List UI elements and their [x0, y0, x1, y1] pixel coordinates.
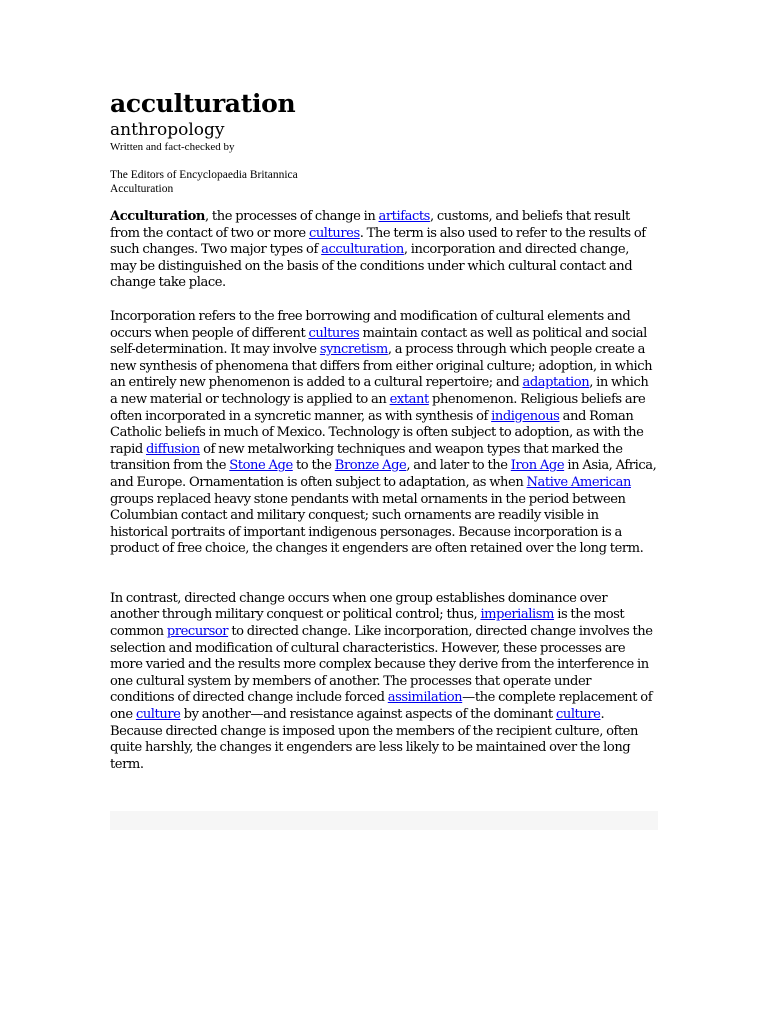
editors-credit: The Editors of Encyclopaedia Britannica [110, 169, 298, 181]
link-artifacts[interactable]: artifacts [378, 209, 430, 224]
text: to the [292, 458, 335, 474]
text: , a process through which people create a new synthesis of phenomena that differs from either original culture; adoption, in which an entirely new phenomenon is added to a cultural repertoire; and [110, 342, 653, 391]
lead-term: Acculturation [110, 209, 205, 224]
section-label: Acculturation [110, 183, 174, 195]
text: maintain contact as well as political and social self-determination. It may involve [110, 325, 647, 358]
link-iron-age[interactable]: Iron Age [510, 458, 565, 474]
text: , customs, and beliefs that result from the contact of two or more [110, 209, 630, 241]
link-culture[interactable]: culture [135, 707, 181, 723]
text: phenomenon. Religious beliefs are often incorporated in a syncretic manner, as with synthesis of [110, 391, 646, 424]
text: . Because directed change is imposed upon the members of the recipient culture, often quite harshly, the changes it engenders are less likely to be maintained over the long term. [110, 707, 639, 772]
text: of new metalworking techniques and weapon types that marked the transition from the [110, 441, 623, 474]
paragraph-incorporation [110, 309, 658, 558]
link-imperialism[interactable]: imperialism [480, 607, 554, 623]
paragraph-intro [110, 209, 658, 292]
text: to directed change. Like incorporation, directed change involves the selection and modification of cultural characteristics. However, these processes are more varied and the results more complex because they derive from the interference in one cultural system by members of another. The processes that operate under conditions of directed change include forced [110, 624, 653, 706]
page-subtitle: anthropology [110, 120, 225, 140]
link-adaptation[interactable]: adaptation [522, 375, 590, 391]
text: . The term is also used to refer to the results of such changes. Two major types of [110, 225, 646, 258]
link-syncretism[interactable]: syncretism [319, 342, 388, 358]
link-bronze-age[interactable]: Bronze Age [334, 458, 407, 474]
text: , in which a new material or technology is applied to an [110, 375, 649, 407]
text: —the complete replacement of one [110, 690, 653, 723]
link-assimilation[interactable]: assimilation [387, 690, 463, 706]
link-cultures[interactable]: cultures [308, 325, 360, 341]
article [110, 88, 658, 773]
page-title: acculturation [110, 89, 296, 118]
link-culture[interactable]: culture [555, 707, 601, 723]
text: , and later to the [406, 458, 511, 474]
link-extant[interactable]: extant [389, 391, 429, 407]
text: In contrast, directed change occurs when one group establishes dominance over another through military conquest or political control; thus, [110, 590, 608, 623]
text: in Asia, Africa, and Europe. Ornamentation is often subject to adaptation, as when [110, 458, 657, 490]
link-precursor[interactable]: precursor [166, 624, 229, 640]
link-stone-age[interactable]: Stone Age [229, 458, 293, 474]
link-cultures[interactable]: cultures [308, 225, 360, 241]
link-native-american[interactable]: Native American [526, 474, 631, 490]
link-acculturation[interactable]: acculturation [321, 242, 404, 258]
paragraph-directed-change [110, 591, 658, 774]
link-indigenous[interactable]: indigenous [491, 408, 560, 424]
byline: Written and fact-checked by [110, 141, 235, 153]
byline-spacer [110, 154, 658, 168]
link-diffusion[interactable]: diffusion [145, 441, 200, 457]
text: and Roman Catholic beliefs in much of Mexico. Technology is often subject to adoption, as with the rapid [110, 408, 644, 457]
text: , the processes of change in [204, 209, 379, 224]
text: groups replaced heavy stone pendants with metal ornaments in the period between Columbian contact and military conquest; such ornaments are readily visible in historical portraits of important indigenous personages. Because incorporation is a product of free choice, the changes it engenders are often retained over the long term. [110, 491, 644, 557]
footer-bar [110, 811, 658, 830]
text: is the most common [110, 607, 625, 640]
text: , incorporation and directed change, may be distinguished on the basis of the conditions under which cultural contact and change take place. [110, 242, 633, 291]
text: Incorporation refers to the free borrowing and modification of cultural elements and occurs when people of different [110, 308, 631, 341]
text: by another—and resistance against aspects of the dominant [180, 707, 556, 723]
